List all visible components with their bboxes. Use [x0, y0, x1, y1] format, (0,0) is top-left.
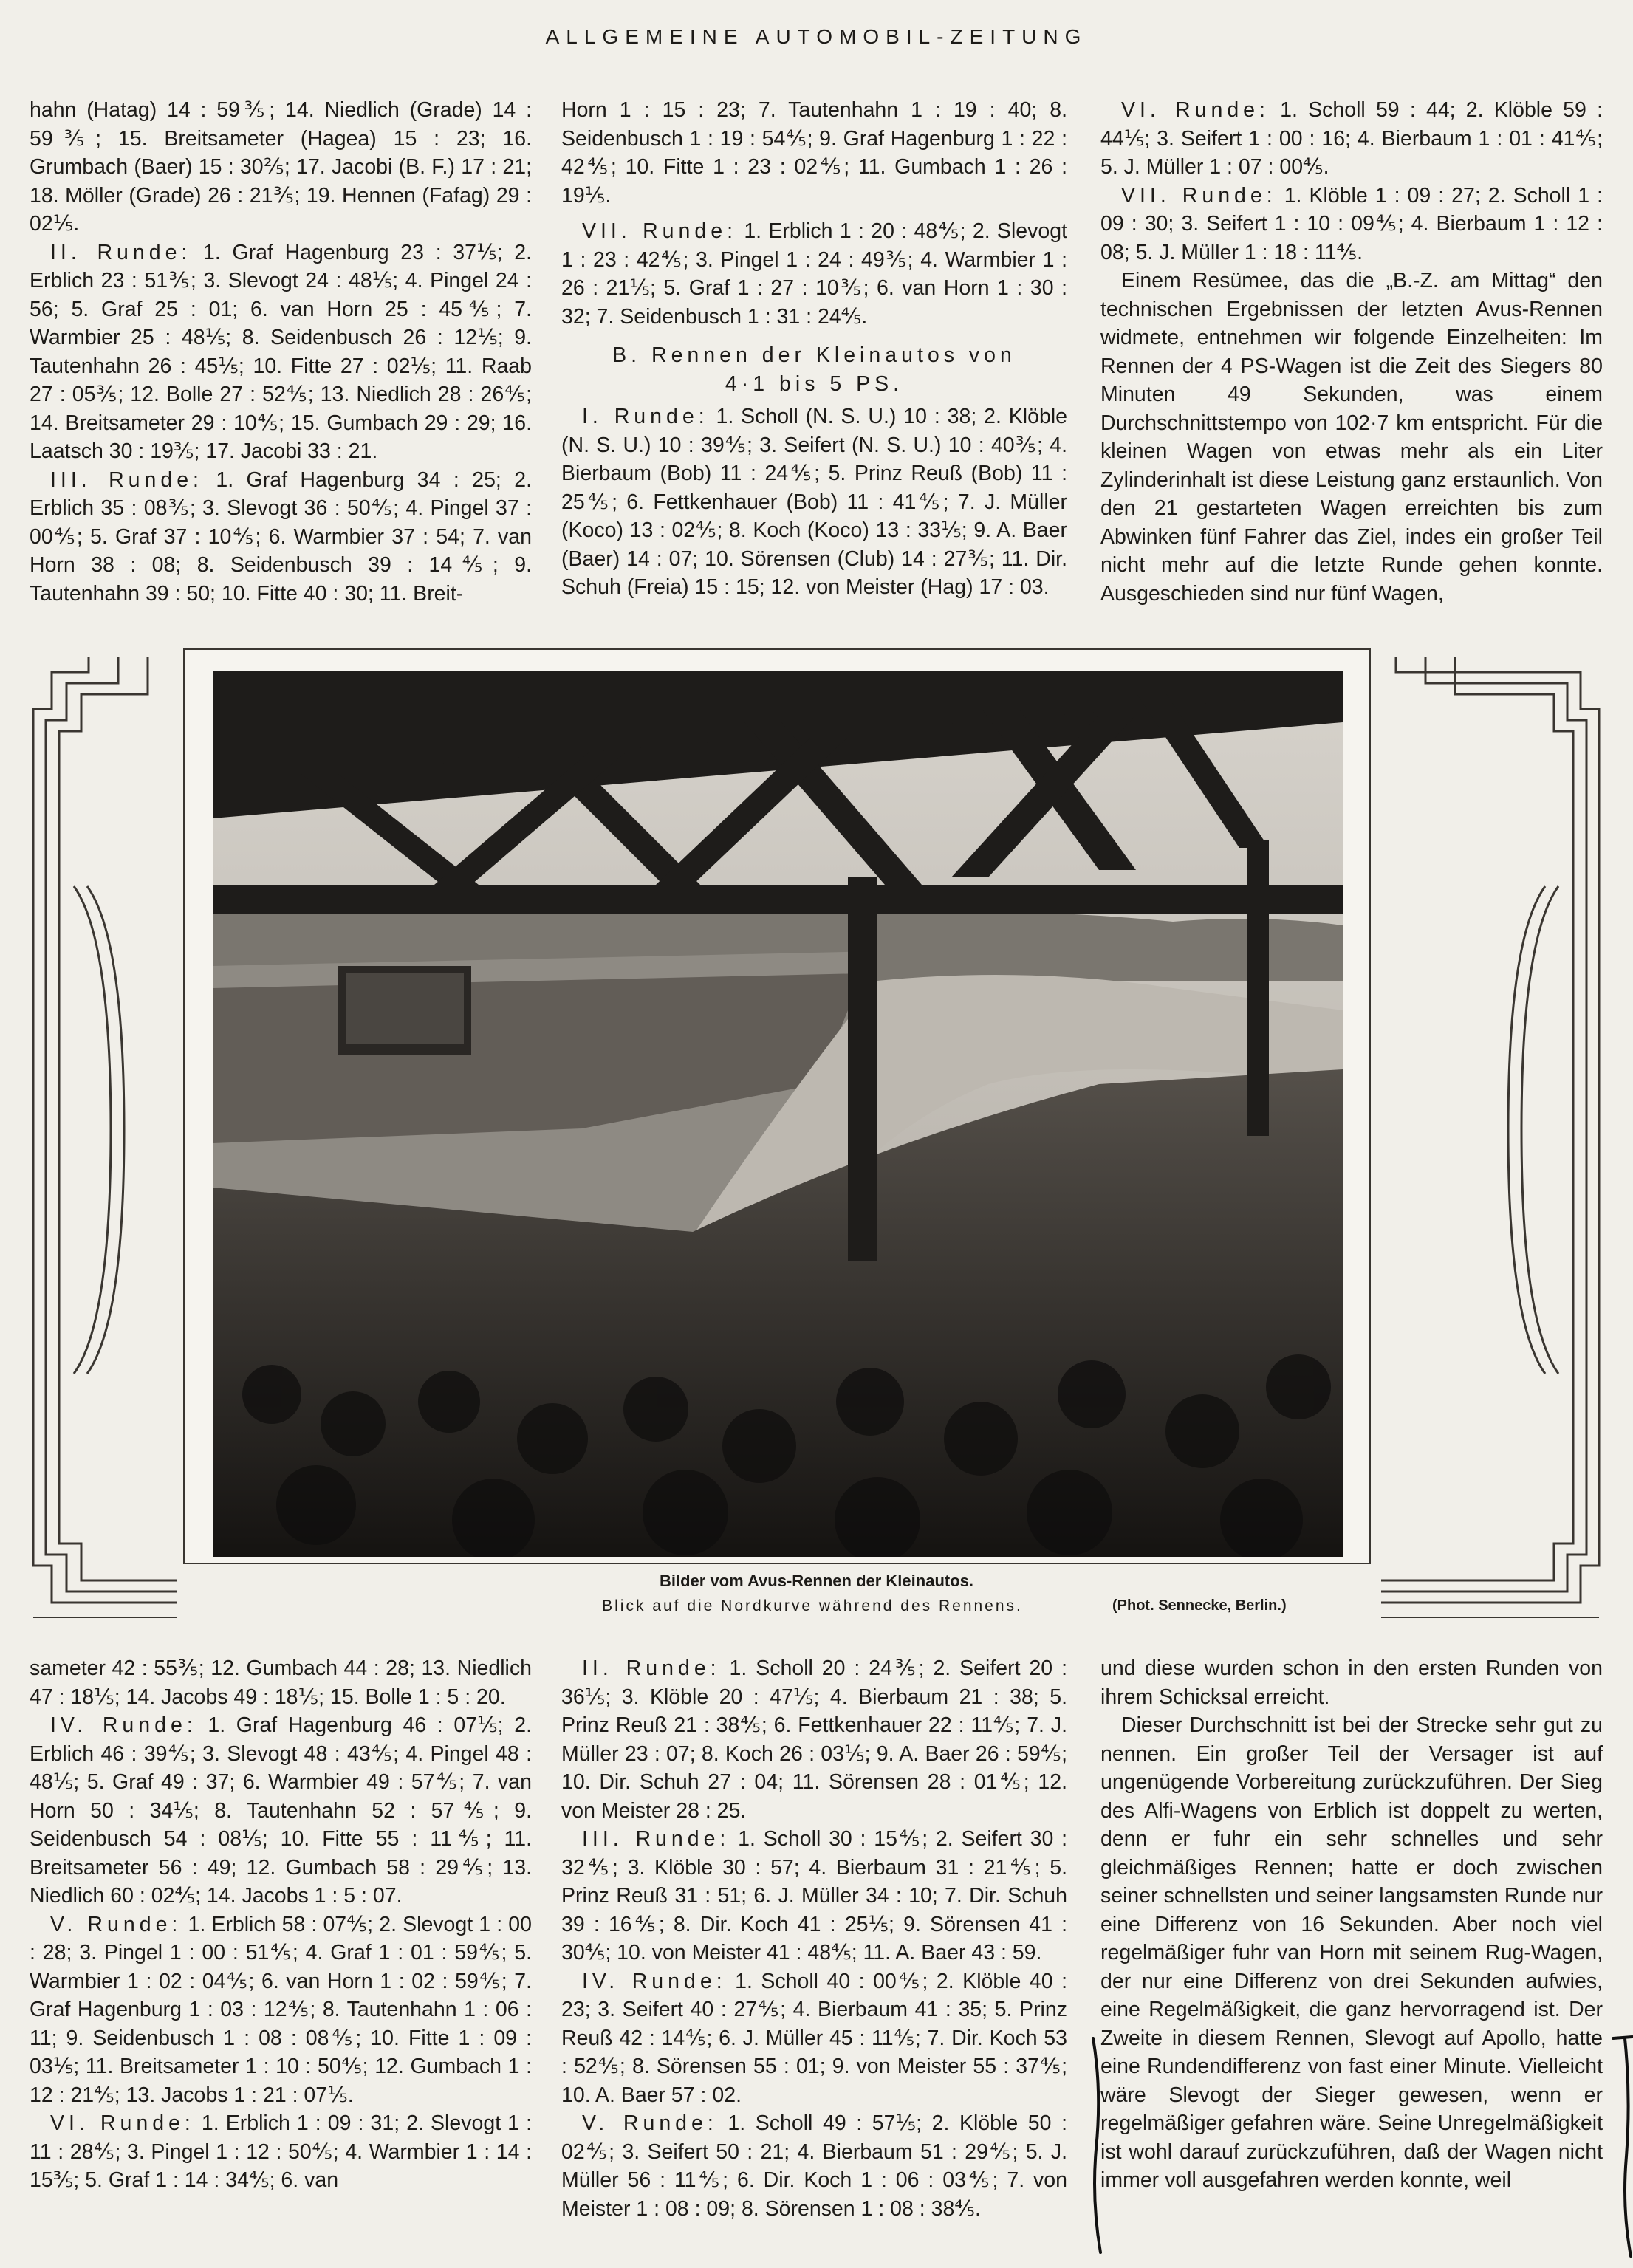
article-paragraph: Dieser Durchschnitt ist bei der Strecke sehr gut zu nennen. Ein großer Teil der Versager ist auf ungenügende Vorbereitung zurückzuführen. Der Sieg des Alfi-Wagens von Erblich ist doppelt zu werten, denn er fuhr ein sehr schnelles und sehr gleichmäßiges Rennen; hatte er doch zwischen seiner schnellsten und seiner langsamsten Runde nur eine Differenz von 16 Sekunden. Aber noch viel regelmäßiger fuhr van Horn mit seinem Rug-Wagen, der nur eine Differenz von drei Sekunden aufwies, eine Regelmäßigkeit, die ganz hervorragend ist. Der Zweite in diesem Rennen, Slevogt auf Apollo, hatte eine Rundendifferenz von fast einer Minute. Vielleicht wäre Slevogt der Sieger gewesen, wenn er regelmäßiger gefahren wäre. Seine Unregelmäßigkeit ist wohl darauf zurückzuführen, daß der Wagen nicht immer voll ausgefahren werden konnte, weil — [1100, 1713, 1603, 2192]
figure-caption-subtitle: Blick auf die Nordkurve während des Rennens. — [602, 1597, 1023, 1614]
round-text: 1. Graf Hagenburg 46 : 07⅕; 2. Erblich 46 : 39⅘; 3. Slevogt 48 : 43⅘; 4. Pingel 48 : 48⅕; 5. Graf 49 : 37; 6. Warmbier 49 : 57⅘; 7. van Horn 50 : 34⅕; 8. Tautenhahn 52 : 57⅘; 9. Seidenbusch 54 : 08⅕; 10. Fitte 55 : 11⅘; 11. Breitsameter 56 : 49; 12. Gumbach 58 : 29⅘; 13. Niedlich 60 : 02⅘; 14. Jacobs 1 : 5 : 07. — [30, 1713, 532, 1908]
round-label: IV. Runde: — [582, 1969, 727, 1993]
round-text: 1. Erblich 58 : 07⅘; 2. Slevogt 1 : 00 : 28; 3. Pingel 1 : 00 : 51⅘; 4. Graf 1 : 01 : 59⅘; 5. Warmbier 1 : 02 : 04⅘; 6. van Horn 1 : 02 : 59⅘; 7. Graf Hagenburg 1 : 03 : 12⅘; 8. Tautenhahn 1 : 06 : 11; 9. Seidenbusch 1 : 08 : 08⅘; 10. Fitte 1 : 09 : 03⅕; 11. Breitsameter 1 : 10 : 50⅘; 12. Gumbach 1 : 12 : 21⅘; 13. Jacobs 1 : 21 : 07⅕. — [30, 1912, 532, 2107]
round-text: 1. Graf Hagenburg 34 : 25; 2. Erblich 35 : 08⅗; 3. Slevogt 36 : 50⅘; 4. Pingel 37 : 00⅘; 5. Graf 37 : 10⅘; 6. Warmbier 37 : 54; 7. van Horn 38 : 08; 8. Seidenbusch 39 : 14⅘; 9. Tautenhahn 39 : 50; 10. Fitte 40 : 30; 11. Breit- — [30, 467, 532, 606]
paragraph: hahn (Hatag) 14 : 59⅗; 14. Niedlich (Grade) 14 : 59⅗; 15. Breitsameter (Hagea) 15 : 23; 16. Grumbach (Baer) 15 : 30⅖; 17. Jacobi (B. F.) 17 : 21; 18. Möller (Grade) 26 : 21⅗; 19. Hennen (Fafag) 29 : 02⅕. — [30, 98, 532, 236]
round-text: 1. Scholl (N. S. U.) 10 : 38; 2. Klöble (N. S. U.) 10 : 39⅘; 3. Seifert (N. S. U.) 10 : 40⅗; 4. Bierbaum (Bob) 11 : 24⅘; 5. Prinz Reuß (Bob) 11 : 25⅘; 6. Fettkenhauer (Bob) 11 : 41⅘; 7. J. Müller (Koco) 13 : 02⅘; 8. Koch (Koco) 13 : 33⅕; 9. A. Baer (Baer) 14 : 07; 10. Sörensen (Club) 14 : 27⅗; 11. Dir. Schuh (Freia) 15 : 15; 12. von Meister (Hag) 17 : 03. — [561, 405, 1067, 599]
round-label: IV. Runde: — [50, 1713, 197, 1737]
round-label: III. Runde: — [50, 467, 203, 492]
round-results — [30, 466, 532, 609]
round-text: 1. Scholl 49 : 57⅕; 2. Klöble 50 : 02⅘; 3. Seifert 50 : 21; 4. Bierbaum 51 : 29⅘; 5. J. Müller 56 : 11⅘; 6. Dir. Koch 1 : 06 : 03⅘; 7. von Meister 1 : 08 : 09; 8. Sörensen 1 : 08 : 38⅘. — [561, 2111, 1067, 2221]
running-header: ALLGEMEINE AUTOMOBIL-ZEITUNG — [545, 25, 1088, 48]
paragraph: sameter 42 : 55⅗; 12. Gumbach 44 : 28; 13. Niedlich 47 : 18⅕; 14. Jacobs 49 : 18⅕; 15. Bolle 1 : 5 : 20. — [30, 1657, 532, 1709]
round-results — [561, 2109, 1067, 2223]
round-label: III. Runde: — [582, 1827, 730, 1851]
article-paragraph: und diese wurden schon in den ersten Runden von ihrem Schicksal erreicht. — [1100, 1657, 1603, 1709]
round-results — [30, 2109, 532, 2195]
top-column-3 — [1100, 96, 1603, 657]
round-results — [30, 1711, 532, 1911]
photo-credit: (Phot. Sennecke, Berlin.) — [1112, 1597, 1287, 1614]
bottom-column-2 — [561, 1654, 1067, 2252]
round-results — [561, 1825, 1067, 1967]
section-heading: B. Rennen der Kleinautos von 4·1 bis 5 PS. — [612, 343, 1016, 396]
figure-caption-title: Bilder vom Avus-Rennen der Kleinautos. — [659, 1572, 973, 1590]
round-label: V. Runde: — [50, 1912, 182, 1936]
round-text: 1. Erblich 1 : 09 : 31; 2. Slevogt 1 : 11 : 28⅘; 3. Pingel 1 : 12 : 50⅘; 4. Warmbier 1 : 14 : 15⅗; 5. Graf 1 : 14 : 34⅘; 6. van — [30, 2111, 532, 2192]
round-results — [1100, 182, 1603, 267]
round-label: VI. Runde: — [50, 2111, 195, 2135]
round-results — [561, 1967, 1067, 2110]
round-text: 1. Klöble 1 : 09 : 27; 2. Scholl 1 : 09 : 30; 3. Seifert 1 : 10 : 09⅘; 4. Bierbaum 1 : 12 : 08; 5. J. Müller 1 : 18 : 11⅘. — [1100, 183, 1603, 264]
round-text: 1. Scholl 59 : 44; 2. Klöble 59 : 44⅕; 3. Seifert 1 : 00 : 16; 4. Bierbaum 1 : 01 : 41⅘; 5. J. Müller 1 : 07 : 00⅘. — [1100, 98, 1603, 179]
round-text: 1. Erblich 1 : 20 : 48⅘; 2. Slevogt 1 : 23 : 42⅘; 3. Pingel 1 : 24 : 49⅗; 4. Warmbier 1 : 26 : 21⅕; 5. Graf 1 : 27 : 10⅗; 6. van Horn 1 : 30 : 32; 7. Seidenbusch 1 : 31 : 24⅘. — [561, 219, 1067, 329]
top-column-1 — [30, 96, 532, 657]
top-column-2 — [561, 96, 1067, 657]
round-label: II. Runde: — [582, 1657, 721, 1680]
round-text: 1. Scholl 20 : 24⅗; 2. Seifert 20 : 36⅕; 3. Klöble 20 : 47⅕; 4. Bierbaum 21 : 38; 5. Prinz Reuß 21 : 38⅘; 6. Fettkenhauer 22 : 11⅘; 7. J. Müller 23 : 07; 8. Koch 26 : 03⅕; 9. A. Baer 26 : 59⅘; 10. Dir. Schuh 27 : 04; 11. Sörensen 28 : 01⅘; 12. von Meister 28 : 25. — [561, 1657, 1067, 1823]
round-results — [561, 1654, 1067, 1825]
round-label: V. Runde: — [582, 2111, 718, 2135]
round-results — [30, 1911, 532, 2110]
round-text: 1. Graf Hagenburg 23 : 37⅕; 2. Erblich 23 : 51⅗; 3. Slevogt 24 : 48⅕; 4. Pingel 24 : 56; 5. Graf 25 : 01; 6. van Horn 25 : 45⅘; 7. Warmbier 25 : 48⅕; 8. Seidenbusch 26 : 12⅕; 9. Tautenhahn 26 : 45⅕; 10. Fitte 27 : 02⅕; 11. Raab 27 : 05⅗; 12. Bolle 27 : 52⅘; 13. Niedlich 28 : 26⅘; 14. Breitsameter 29 : 10⅘; 15. Gumbach 29 : 29; 16. Laatsch 30 : 19⅗; 17. Jacobi 33 : 21. — [30, 240, 532, 463]
paragraph: Horn 1 : 15 : 23; 7. Tautenhahn 1 : 19 : 40; 8. Seidenbusch 1 : 19 : 54⅘; 9. Graf Hagenburg 1 : 22 : 42⅘; 10. Fitte 1 : 23 : 02⅘; 11. Gumbach 1 : 26 : 19⅕. — [561, 98, 1067, 208]
round-results — [561, 402, 1067, 602]
round-label: I. Runde: — [582, 405, 709, 428]
article-paragraph: Einem Resümee, das die „B.-Z. am Mittag“ den technischen Ergebnissen der letzten Avus-Rennen widmete, entnehmen wir folgende Einzelheiten: Im Rennen der 4 PS-Wagen ist die Zeit des Siegers 80 Minuten 49 Sekunden, was einem Durchschnittstempo von 102·7 km entspricht. Für die kleinen Wagen von etwas mehr als ein Liter Zylinderinhalt ist diese Leistung ganz erstaunlich. Von den 21 gestarteten Wagen erreichten bis zum Abwinken fünf Fahrer das Ziel, indes ein großer Teil nicht mehr auf die letzte Runde gehen konnte. Ausgeschieden sind nur fünf Wagen, — [1100, 269, 1603, 606]
round-results — [1100, 96, 1603, 182]
bottom-column-1 — [30, 1654, 532, 2252]
round-results — [30, 239, 532, 466]
round-label: II. Runde: — [50, 240, 192, 264]
round-text: 1. Scholl 30 : 15⅘; 2. Seifert 30 : 32⅘; 3. Klöble 30 : 57; 4. Bierbaum 31 : 21⅘; 5. Prinz Reuß 31 : 51; 6. J. Müller 34 : 10; 7. Dir. Schuh 39 : 16⅘; 8. Dir. Koch 41 : 25⅕; 9. Sörensen 41 : 30⅘; 10. von Meister 41 : 48⅘; 11. A. Baer 43 : 59. — [561, 1827, 1067, 1964]
round-label: VII. Runde: — [1121, 183, 1277, 208]
race-photograph — [213, 671, 1343, 1557]
round-label: VI. Runde: — [1121, 98, 1270, 122]
margin-bracket-mark — [1078, 2031, 1633, 2267]
round-text: 1. Scholl 40 : 00⅘; 2. Klöble 40 : 23; 3. Seifert 40 : 27⅘; 4. Bierbaum 41 : 35; 5. Prinz Reuß 42 : 14⅘; 6. J. Müller 45 : 11⅘; 7. Dir. Koch 53 : 52⅘; 8. Sörensen 55 : 01; 9. von Meister 55 : 37⅘; 10. A. Baer 57 : 02. — [561, 1969, 1067, 2107]
round-results — [561, 217, 1067, 331]
round-label: VII. Runde: — [582, 219, 737, 243]
